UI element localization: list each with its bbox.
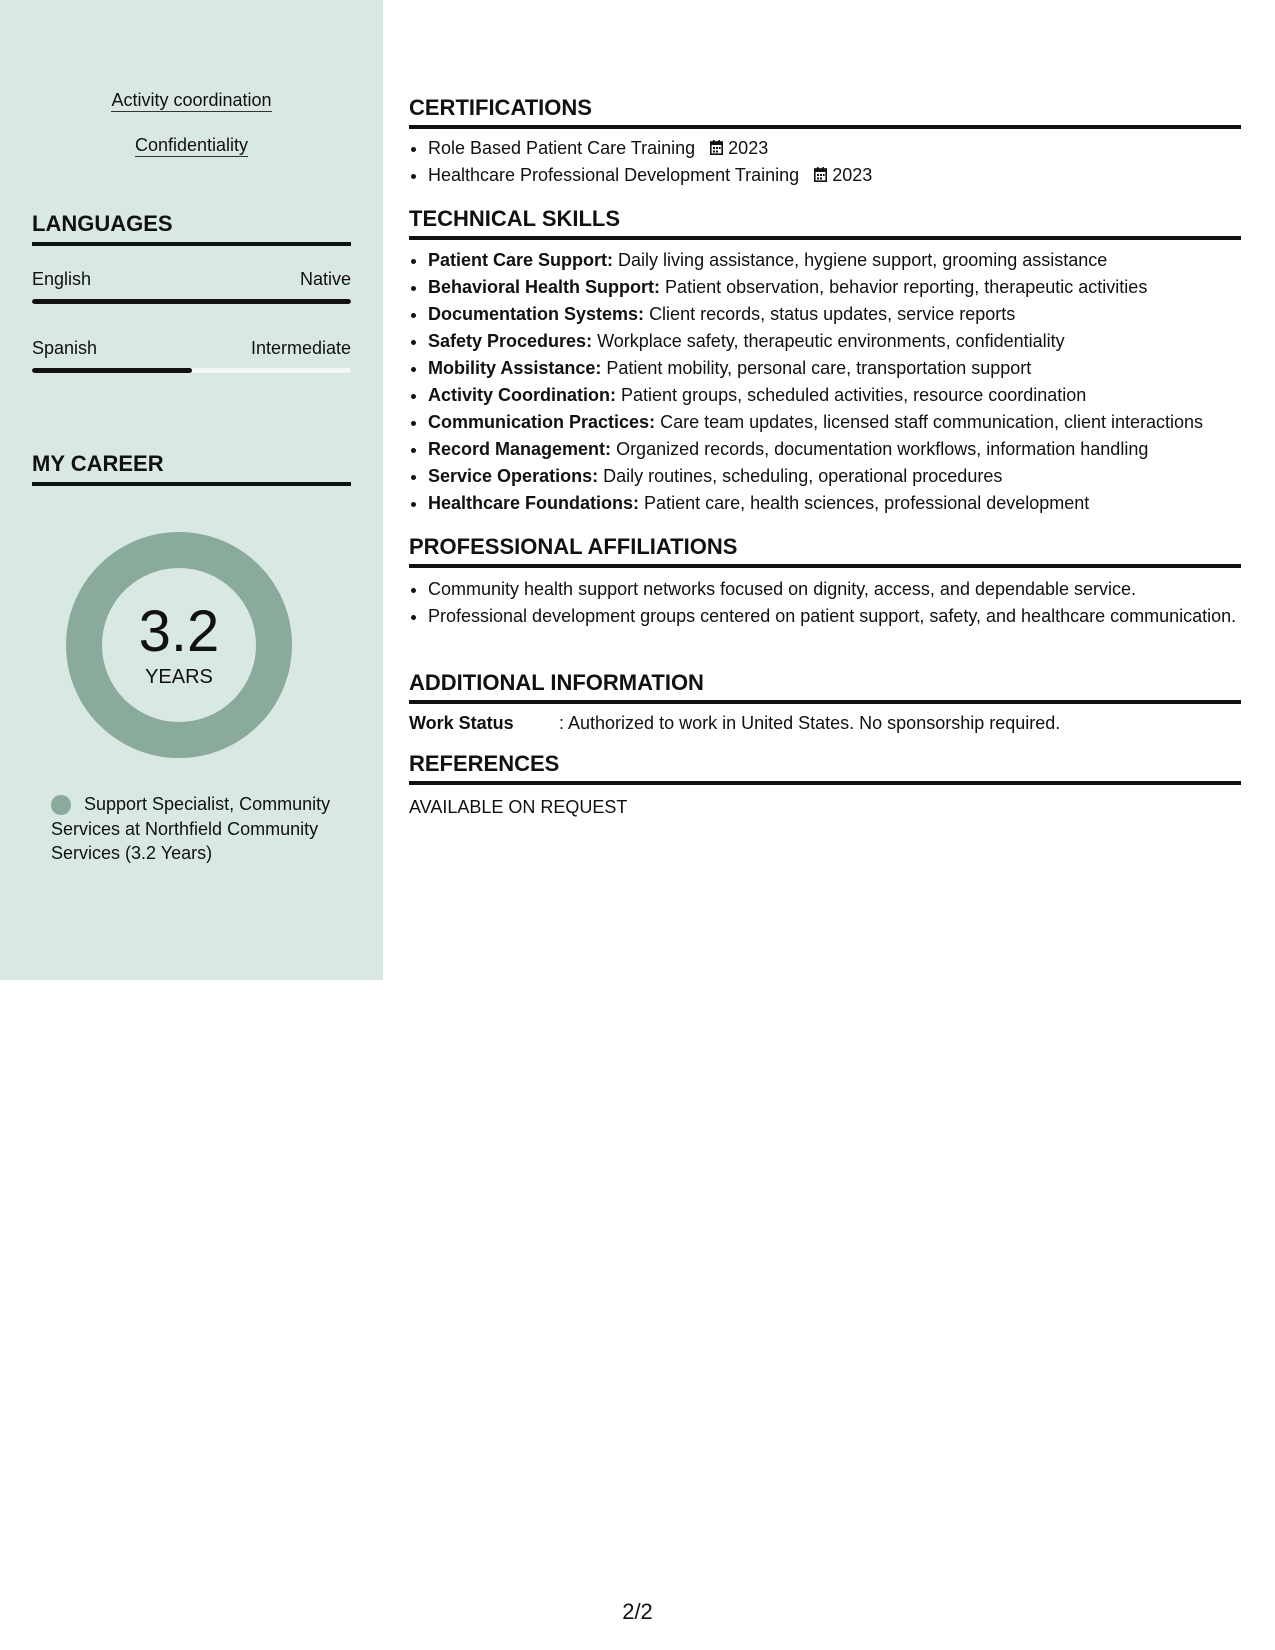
- skill-detail: Daily living assistance, hygiene support, grooming assistance: [618, 250, 1108, 270]
- skill-name: Safety Procedures:: [428, 331, 593, 351]
- technical-skill-item: [428, 301, 1260, 328]
- career-item: Support Specialist, Community Services at Northfield Community Services (3.2 Years): [51, 794, 331, 863]
- skill-tag: [0, 88, 383, 112]
- skill-detail: Workplace safety, therapeutic environments, confidentiality: [597, 331, 1065, 351]
- technical-skill-item: [428, 328, 1260, 355]
- language-row: [32, 267, 351, 291]
- skill-name: Communication Practices:: [428, 412, 656, 432]
- affiliation-item: • Community health support networks focused on dignity, access, and dependable service.: [428, 577, 1260, 601]
- affiliations-list: [409, 577, 1260, 628]
- skill-name: Service Operations:: [428, 466, 599, 486]
- certification-item: [428, 135, 1260, 162]
- sidebar: [0, 0, 383, 980]
- language-level: Native: [299, 269, 351, 289]
- language-name: English: [32, 269, 92, 289]
- certification-name: Role Based Patient Care Training: [428, 138, 696, 158]
- technical-skills-heading: TECHNICAL SKILLS: [409, 205, 1241, 240]
- affiliation-item: • Professional development groups centered on patient support, safety, and healthcare communication.: [428, 604, 1260, 628]
- certification-item: [428, 162, 1260, 189]
- skill-tag: [0, 133, 383, 157]
- languages-heading: LANGUAGES: [32, 210, 351, 246]
- technical-skill-item: [428, 463, 1260, 490]
- page-number: 2/2: [622, 1599, 653, 1624]
- skill-detail: Care team updates, licensed staff communication, client interactions: [660, 412, 1204, 432]
- technical-skill-item: [428, 274, 1260, 301]
- skill-detail: Patient mobility, personal care, transportation support: [606, 358, 1032, 378]
- skill-tag-label: Activity coordination: [111, 90, 272, 110]
- skill-detail: Daily routines, scheduling, operational procedures: [603, 466, 1003, 486]
- career-heading: MY CAREER: [32, 450, 351, 486]
- language-level: Intermediate: [250, 338, 351, 358]
- skill-name: Patient Care Support:: [428, 250, 614, 270]
- skill-name: Activity Coordination:: [428, 385, 616, 405]
- skill-detail: Organized records, documentation workflows, information handling: [616, 439, 1149, 459]
- calendar-icon: [710, 140, 723, 155]
- technical-skill-item: [428, 382, 1260, 409]
- references-text: AVAILABLE ON REQUEST: [409, 797, 628, 817]
- career-years-value: 3.2: [138, 599, 220, 664]
- language-bar: [32, 299, 351, 304]
- additional-info-heading: ADDITIONAL INFORMATION: [409, 669, 1241, 704]
- career-years-unit: YEARS: [145, 666, 213, 688]
- language-bar-fill: [32, 299, 351, 304]
- skill-detail: Client records, status updates, service reports: [649, 304, 1016, 324]
- references-heading: REFERENCES: [409, 750, 1241, 785]
- language-name: Spanish: [32, 338, 98, 358]
- technical-skill-item: [428, 247, 1260, 274]
- skill-tag-label: Confidentiality: [134, 135, 249, 155]
- language-bar-fill: [32, 368, 192, 373]
- work-status-row: [409, 711, 1241, 735]
- certification-year: 2023: [832, 165, 873, 185]
- skill-name: Healthcare Foundations:: [428, 493, 640, 513]
- skill-name: Documentation Systems:: [428, 304, 645, 324]
- certification-name: Healthcare Professional Development Training: [428, 165, 800, 185]
- skill-name: Behavioral Health Support:: [428, 277, 661, 297]
- calendar-icon: [814, 167, 827, 182]
- technical-skill-item: [428, 409, 1260, 436]
- skill-detail: Patient care, health sciences, professional development: [644, 493, 1090, 513]
- technical-skill-item: [428, 490, 1260, 517]
- skill-detail: Patient observation, behavior reporting, therapeutic activities: [665, 277, 1148, 297]
- technical-skill-item: [428, 436, 1260, 463]
- work-status-value: : Authorized to work in United States. No sponsorship required.: [559, 713, 1061, 733]
- skill-name: Mobility Assistance:: [428, 358, 602, 378]
- work-status-label: Work Status: [409, 713, 514, 733]
- language-bar: [32, 368, 351, 373]
- affiliations-heading: PROFESSIONAL AFFILIATIONS: [409, 533, 1241, 568]
- technical-skills-list: [409, 247, 1260, 517]
- skill-detail: Patient groups, scheduled activities, resource coordination: [621, 385, 1087, 405]
- technical-skill-item: [428, 355, 1260, 382]
- certification-year: 2023: [728, 138, 769, 158]
- language-row: [32, 336, 351, 360]
- certifications-list: [409, 135, 1260, 189]
- skill-name: Record Management:: [428, 439, 612, 459]
- certifications-heading: CERTIFICATIONS: [409, 94, 1241, 129]
